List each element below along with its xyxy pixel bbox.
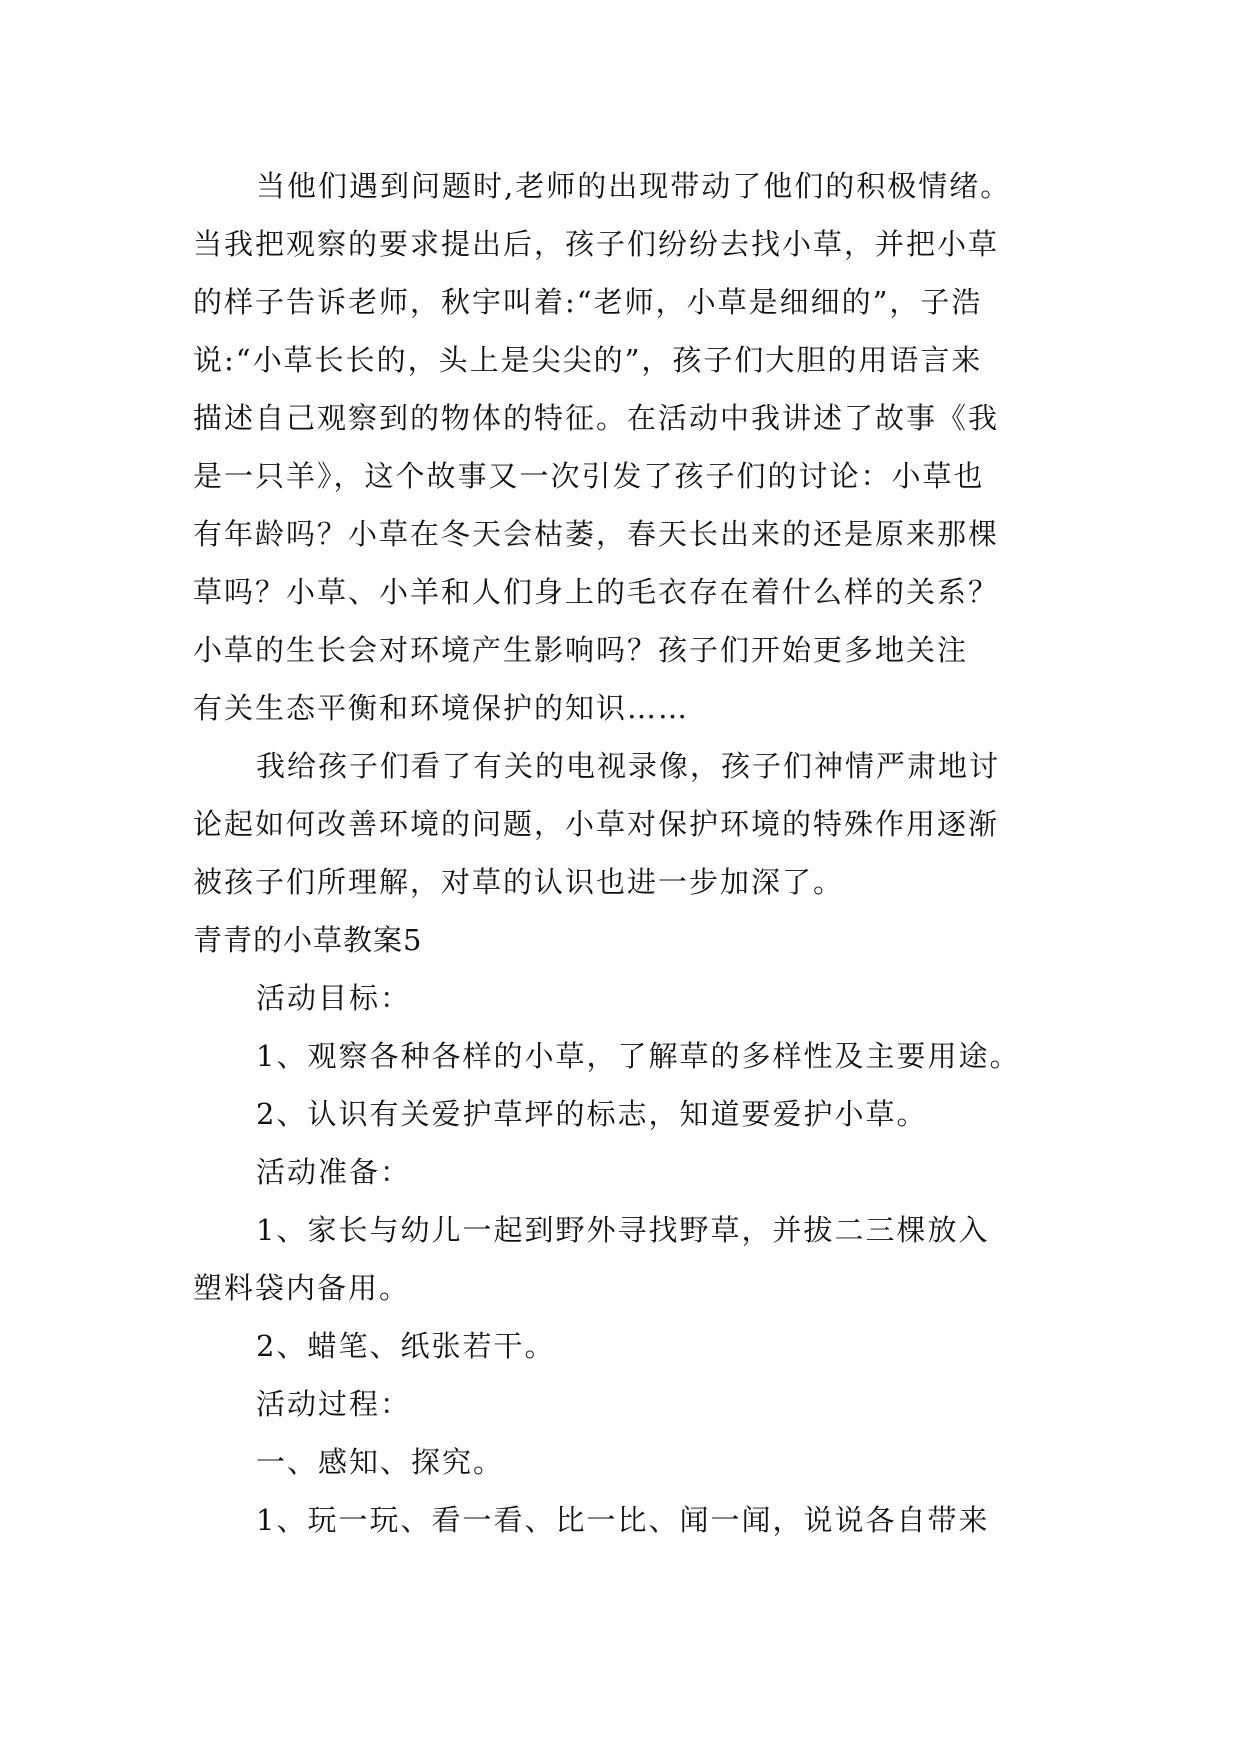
subheading-line: 活动目标：	[256, 981, 412, 1015]
paragraph-line: 的样子告诉老师，秋宇叫着:“老师，小草是细细的”，子浩	[193, 285, 983, 319]
paragraph-line: 描述自己观察到的物体的特征。在活动中我讲述了故事《我	[193, 401, 1000, 435]
paragraph-line: 草吗？小草、小羊和人们身上的毛衣存在着什么样的关系？	[193, 575, 1000, 609]
document-body	[193, 157, 1093, 1549]
paragraph-line: 小草的生长会对环境产生影响吗？孩子们开始更多地关注	[193, 633, 969, 667]
paragraph-line: 我给孩子们看了有关的电视录像，孩子们神情严肃地讨	[256, 749, 1001, 783]
list-item-continuation: 塑料袋内备用。	[193, 1271, 411, 1305]
list-item: 2、蜡笔、纸张若干。	[256, 1329, 556, 1363]
paragraph-line: 当我把观察的要求提出后，孩子们纷纷去找小草，并把小草	[193, 227, 1000, 261]
list-item: 1、观察各种各样的小草，了解草的多样性及主要用途。	[256, 1039, 1021, 1073]
list-item: 2、认识有关爱护草坪的标志，知道要爱护小草。	[256, 1097, 928, 1131]
subheading-line: 活动准备：	[256, 1155, 412, 1189]
paragraph-line: 说:“小草长长的，头上是尖尖的”，孩子们大胆的用语言来	[193, 343, 983, 377]
subheading-line: 活动过程：	[256, 1387, 412, 1421]
paragraph-line: 论起如何改善环境的问题，小草对保护环境的特殊作用逐渐	[193, 807, 1000, 841]
paragraph-line: 当他们遇到问题时,老师的出现带动了他们的积极情绪。	[256, 169, 1012, 203]
paragraph-line: 是一只羊》，这个故事又一次引发了孩子们的讨论：小草也	[193, 459, 985, 493]
list-item: 1、家长与幼儿一起到野外寻找野草，并拔二三棵放入	[256, 1213, 990, 1247]
list-item: 1、玩一玩、看一看、比一比、闻一闻，说说各自带来	[256, 1503, 990, 1537]
paragraph-line: 被孩子们所理解，对草的认识也进一步加深了。	[193, 865, 845, 899]
section-heading: 青青的小草教案5	[193, 923, 423, 957]
list-item: 一、感知、探究。	[256, 1445, 505, 1479]
paragraph-line: 有关生态平衡和环境保护的知识……	[193, 691, 690, 725]
paragraph-line: 有年龄吗？小草在冬天会枯萎，春天长出来的还是原来那棵	[193, 517, 1000, 551]
